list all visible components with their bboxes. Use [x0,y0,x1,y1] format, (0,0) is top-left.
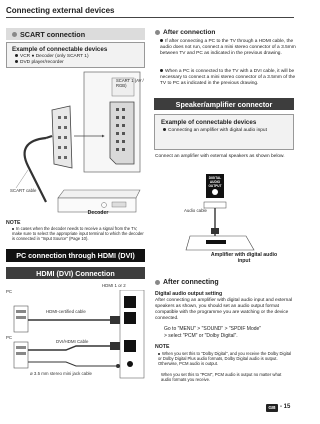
speaker-example-box [154,114,294,150]
section-bullet-icon [155,30,160,35]
bullet-icon [15,54,18,57]
decoder-label: Decoder [87,210,109,216]
bullet-icon [160,39,163,42]
page-title: Connecting external devices [6,6,115,15]
speaker-example-title: Example of connectable devices [161,119,257,126]
bullet-icon [158,353,160,355]
pc-label-2: PC [6,335,13,340]
pc-hdmi-section-bar [6,249,145,262]
after-connecting-note-2: When you set this to "PCM", PCM audio is output no matter what audio formats you receive. [161,372,282,383]
scart-note-title: NOTE [6,220,21,226]
speaker-section-bar [154,98,294,110]
hdmi-dvi-section-title: HDMI (DVI) Connection [36,268,115,278]
hdmi-cable-label: HDMI-certified cable [46,309,86,314]
speaker-device-item: Connecting an amplifier with digital audio input [163,128,283,134]
bullet-icon [15,60,18,63]
scart-example-box [6,42,145,68]
scart-cable-label: SCART cable [10,188,37,193]
minijack-cable-label: ø 3.5 mm stereo mini jack cable [30,371,92,376]
after-connecting-note-title: NOTE [155,344,170,350]
scart-section-title: SCART connection [20,29,86,39]
scart-note-text: In cases when the decoder needs to receive a signal from the TV, make sure to select the appropriate input terminal to which the decoder is connected in "Input Source" (Page 10). [12,226,144,242]
speaker-section-title: Speaker/amplifier connector [175,99,273,109]
pc-hdmi-section-title: PC connection through HDMI (DVI) [16,251,135,260]
after-connection-heading: After connection [155,29,215,36]
bullet-icon [160,69,163,72]
dvi-cable-label: DVI/HDMI Cable [56,339,89,344]
scart-device-item: DVD player/recorder [15,60,144,66]
scart-port-label: SCART 1 (AV / RGB) [116,78,144,89]
menu-instruction-2: > select "PCM" or "Dolby Digital". [164,333,238,339]
after-connection-bullet-1: If after connecting a PC to the TV through a HDMI cable, the audio does not run, connect a mini stereo connector of a 3.5mm between TV and PC as indicated in the previous drawing. [160,39,296,56]
hdmi-dvi-section-bar [6,267,145,279]
scart-diagram [6,70,146,218]
bullet-icon [163,128,166,131]
speaker-intro: Connect an amplifier with external speakers as shown below. [155,154,285,159]
hdmi-port-label: HDMI 1 or 2 [102,283,126,288]
bullet-icon [12,228,14,230]
section-bullet-icon [12,32,17,37]
digital-audio-subtitle: Digital audio output setting [155,291,223,297]
language-badge: GB [266,404,278,412]
menu-instruction-1: Go to "MENU" > "SOUND" > "SPDIF Mode" [164,326,262,332]
scart-note [6,220,144,242]
audio-cable-label: Audio cable [184,208,207,213]
after-connecting-heading: After connecting [155,279,219,286]
amplifier-caption: Amplifier with digital audio input [210,252,278,264]
section-bullet-icon [155,280,160,285]
scart-device-item: VCR ● Decoder (only SCART 1) [15,54,144,60]
pc-label-1: PC [6,289,13,294]
scart-section-bar [6,28,145,40]
page-number: - 15 [280,404,291,410]
digital-audio-output-label: DIGITAL AUDIO OUTPUT [208,176,222,188]
after-connecting-note-1: When you set this to "Dolby Digital", and you receive the Dolby Digital or Dolby Digital Plus audio formats, Dolby Digital audio is output. Otherwise, PCM audio is output. [158,351,292,367]
digital-audio-body: After connecting an amplifier with digital audio input and external speakers as shown, you should set an audio output format compatible with the programme you are watching or the device connected. [155,298,293,321]
header-rule [6,17,294,18]
after-connection-bullet-2: When a PC is connected to the TV with a DVI cable, it will be necessary to connect a mini stereo connector of a 3.5mm of the TV to PC as indicated in the previous drawing. [160,69,296,86]
scart-example-title: Example of connectable devices [12,46,108,53]
